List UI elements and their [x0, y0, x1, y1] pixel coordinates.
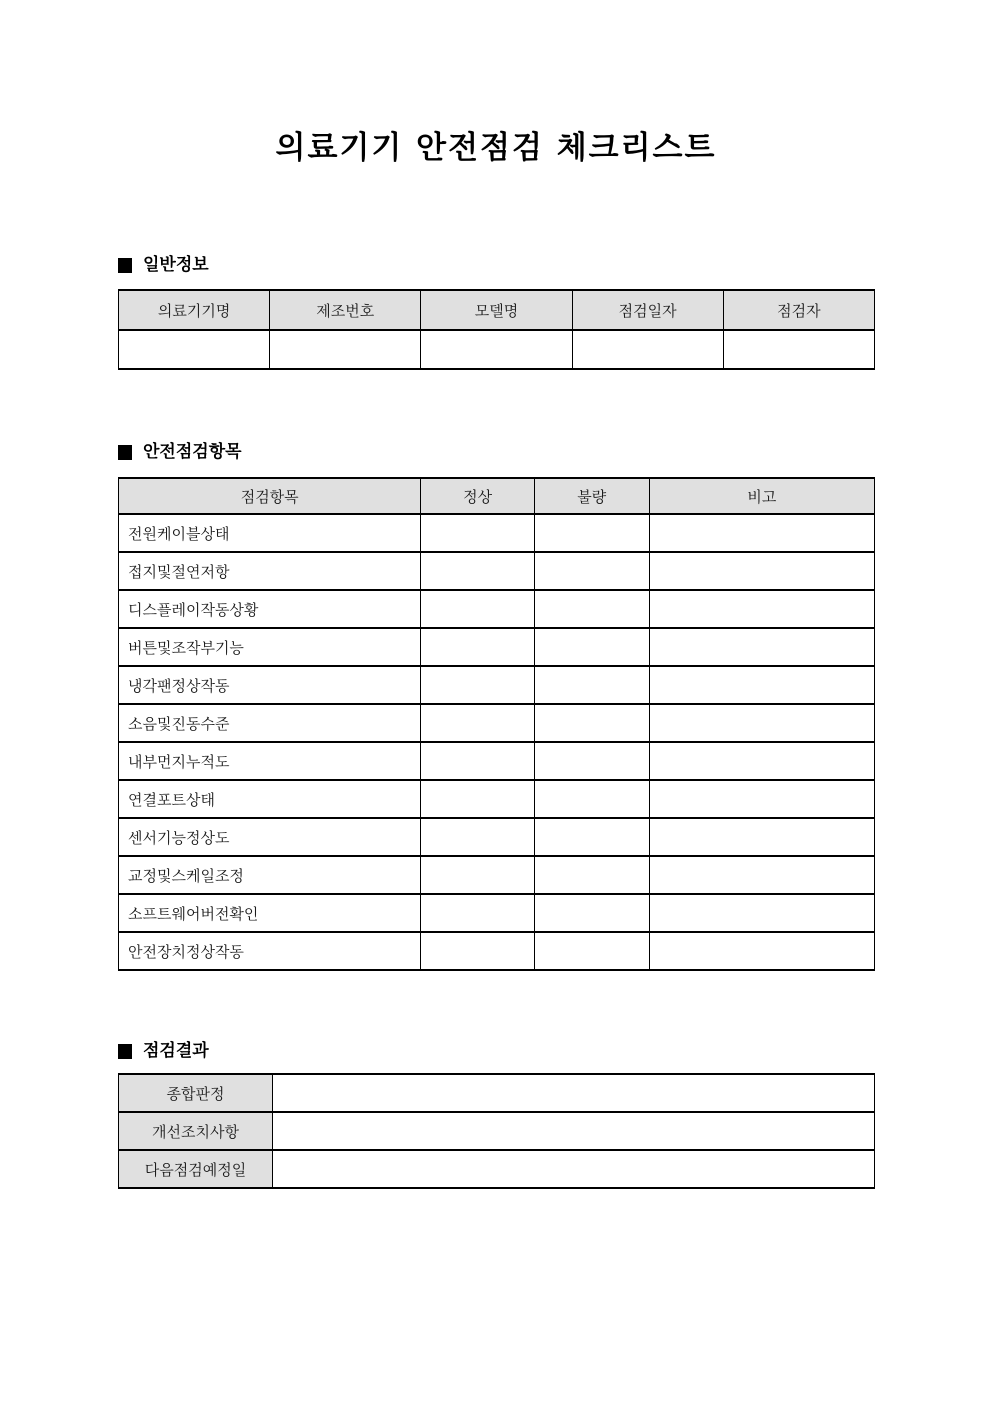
result-label-corrective-actions: 개선조치사항: [119, 1112, 273, 1150]
section-heading-inspection-label: 안전점검항목: [143, 442, 242, 462]
item-label: 내부먼지누적도: [119, 742, 421, 780]
normal-cell: [421, 704, 534, 742]
inspection-row: [119, 780, 875, 818]
inspection-items-table: [118, 477, 875, 971]
section-heading-general: [118, 254, 875, 276]
inspection-row: [119, 590, 875, 628]
remarks-cell: [649, 590, 874, 628]
inspection-row: [119, 932, 875, 970]
normal-cell: [421, 742, 534, 780]
column-header-inspection-date: 점검일자: [572, 290, 723, 330]
inspection-date-cell: [572, 330, 723, 369]
inspection-header-row: [119, 478, 875, 514]
serial-number-cell: [270, 330, 421, 369]
general-info-header-row: [119, 290, 875, 330]
inspection-row: [119, 628, 875, 666]
black-square-bullet-icon: [118, 445, 132, 460]
column-header-item: 점검항목: [119, 478, 421, 514]
defective-cell: [534, 628, 649, 666]
section-heading-result: [118, 1040, 875, 1062]
defective-cell: [534, 894, 649, 932]
model-name-cell: [421, 330, 572, 369]
item-label: 소음및진동수준: [119, 704, 421, 742]
normal-cell: [421, 590, 534, 628]
inspection-row: [119, 856, 875, 894]
normal-cell: [421, 628, 534, 666]
column-header-device-name: 의료기기명: [119, 290, 270, 330]
document-content: [118, 254, 875, 1189]
remarks-cell: [649, 704, 874, 742]
item-label: 전원케이블상태: [119, 514, 421, 552]
inspection-row: [119, 514, 875, 552]
section-heading-result-label: 점검결과: [143, 1041, 209, 1061]
result-row: [119, 1150, 875, 1188]
remarks-cell: [649, 894, 874, 932]
defective-cell: [534, 666, 649, 704]
result-value-corrective-actions: [273, 1112, 875, 1150]
normal-cell: [421, 552, 534, 590]
defective-cell: [534, 856, 649, 894]
defective-cell: [534, 780, 649, 818]
page-title: 의료기기 안전점검 체크리스트: [275, 130, 717, 166]
defective-cell: [534, 552, 649, 590]
inspection-row: [119, 894, 875, 932]
remarks-cell: [649, 856, 874, 894]
result-label-next-inspection-date: 다음점검예정일: [119, 1150, 273, 1188]
item-label: 교정및스케일조정: [119, 856, 421, 894]
result-value-overall: [273, 1074, 875, 1112]
result-label-overall: 종합판정: [119, 1074, 273, 1112]
normal-cell: [421, 856, 534, 894]
result-table: [118, 1073, 875, 1189]
item-label: 안전장치정상작동: [119, 932, 421, 970]
remarks-cell: [649, 932, 874, 970]
black-square-bullet-icon: [118, 258, 132, 273]
remarks-cell: [649, 552, 874, 590]
result-row: [119, 1074, 875, 1112]
normal-cell: [421, 894, 534, 932]
normal-cell: [421, 666, 534, 704]
defective-cell: [534, 704, 649, 742]
item-label: 디스플레이작동상황: [119, 590, 421, 628]
remarks-cell: [649, 666, 874, 704]
result-row: [119, 1112, 875, 1150]
black-square-bullet-icon: [118, 1044, 132, 1059]
item-label: 냉각팬정상작동: [119, 666, 421, 704]
inspection-row: [119, 666, 875, 704]
inspection-row: [119, 818, 875, 856]
column-header-serial-number: 제조번호: [270, 290, 421, 330]
device-name-cell: [119, 330, 270, 369]
general-info-table: [118, 289, 875, 370]
item-label: 소프트웨어버전확인: [119, 894, 421, 932]
column-header-normal: 정상: [421, 478, 534, 514]
inspection-row: [119, 704, 875, 742]
inspector-cell: [723, 330, 874, 369]
column-header-inspector: 점검자: [723, 290, 874, 330]
item-label: 버튼및조작부기능: [119, 628, 421, 666]
defective-cell: [534, 514, 649, 552]
column-header-model-name: 모델명: [421, 290, 572, 330]
normal-cell: [421, 514, 534, 552]
item-label: 센서기능정상도: [119, 818, 421, 856]
item-label: 접지및절연저항: [119, 552, 421, 590]
remarks-cell: [649, 628, 874, 666]
defective-cell: [534, 742, 649, 780]
column-header-defective: 불량: [534, 478, 649, 514]
inspection-row: [119, 742, 875, 780]
normal-cell: [421, 818, 534, 856]
column-header-remarks: 비고: [649, 478, 874, 514]
remarks-cell: [649, 514, 874, 552]
defective-cell: [534, 818, 649, 856]
section-heading-inspection: [118, 441, 875, 463]
inspection-row: [119, 552, 875, 590]
general-info-value-row: [119, 330, 875, 369]
defective-cell: [534, 932, 649, 970]
remarks-cell: [649, 818, 874, 856]
remarks-cell: [649, 780, 874, 818]
normal-cell: [421, 932, 534, 970]
item-label: 연결포트상태: [119, 780, 421, 818]
result-value-next-inspection-date: [273, 1150, 875, 1188]
defective-cell: [534, 590, 649, 628]
section-heading-general-label: 일반정보: [143, 255, 209, 275]
normal-cell: [421, 780, 534, 818]
remarks-cell: [649, 742, 874, 780]
